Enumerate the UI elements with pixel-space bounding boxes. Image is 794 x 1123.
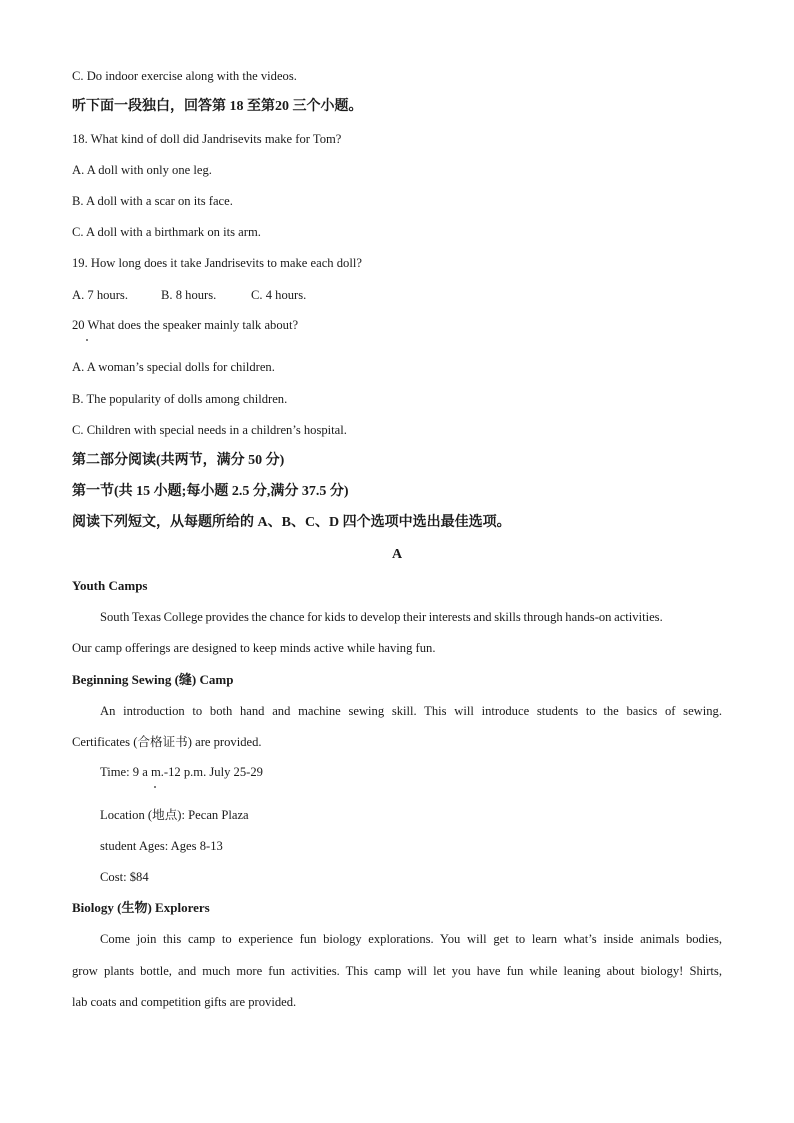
stray-dot <box>154 786 156 788</box>
q19-options <box>72 286 306 304</box>
q18-option-a: A. A doll with only one leg. <box>72 163 212 177</box>
q19-option-b: B. 8 hours. <box>161 288 217 302</box>
biology-desc-1: Come join this camp to experience fun biology explorations. You will get to learn what’s inside animals bodies, <box>100 932 722 946</box>
reading-instruction: 阅读下列短文，从每题所给的 A、B、C、D 四个选项中选出最佳选项。 <box>72 515 511 530</box>
sewing-location: Location (地点): Pecan Plaza <box>100 808 249 822</box>
section-one-heading: 第一节(共 15 小题;每小题 2.5 分,满分 37.5 分) <box>72 484 349 499</box>
sewing-camp-title: Beginning Sewing (缝) Camp <box>72 672 234 687</box>
q19-option-c: C. 4 hours. <box>251 288 307 302</box>
biology-desc-3: lab coats and competition gifts are provided. <box>72 995 297 1009</box>
sewing-ages: student Ages: Ages 8-13 <box>100 839 223 853</box>
listening-instruction: 听下面一段独白，回答第 18 至第20 三个小题。 <box>72 99 363 114</box>
question-18: 18. What kind of doll did Jandrisevits make for Tom? <box>72 132 342 146</box>
q19-option-a: A. 7 hours. <box>72 288 128 302</box>
biology-camp-title: Biology (生物) Explorers <box>72 900 210 915</box>
q18-option-c: C. A doll with a birthmark on its arm. <box>72 225 261 239</box>
intro-line-1: South Texas College provides the chance for kids to develop their interests and skills through hands-on activities. <box>100 610 663 624</box>
q20-option-b: B. The popularity of dolls among children. <box>72 392 288 406</box>
biology-desc-2: grow plants bottle, and much more fun activities. This camp will let you have fun while leaning about biology! Shirts, <box>72 964 722 978</box>
q20-option-c: C. Children with special needs in a children’s hospital. <box>72 423 347 437</box>
question-19: 19. How long does it take Jandrisevits to make each doll? <box>72 256 362 270</box>
sewing-desc-1: An introduction to both hand and machine sewing skill. This will introduce students to the basics of sewing. <box>100 704 722 718</box>
q20-option-a: A. A woman’s special dolls for children. <box>72 360 275 374</box>
question-20: 20 What does the speaker mainly talk about? <box>72 318 299 332</box>
stray-dot <box>86 339 88 341</box>
sewing-time: Time: 9 a m.-12 p.m. July 25-29 <box>100 765 263 779</box>
intro-line-2: Our camp offerings are designed to keep minds active while having fun. <box>72 641 436 655</box>
q18-option-b: B. A doll with a scar on its face. <box>72 194 233 208</box>
passage-label: A <box>391 547 403 562</box>
sewing-cost: Cost: $84 <box>100 870 149 884</box>
sewing-desc-2: Certificates (合格证书) are provided. <box>72 735 262 749</box>
option-c-previous: C. Do indoor exercise along with the videos. <box>72 69 297 83</box>
part-two-heading: 第二部分阅读(共两节，满分 50 分) <box>72 453 285 468</box>
passage-title: Youth Camps <box>72 578 148 593</box>
